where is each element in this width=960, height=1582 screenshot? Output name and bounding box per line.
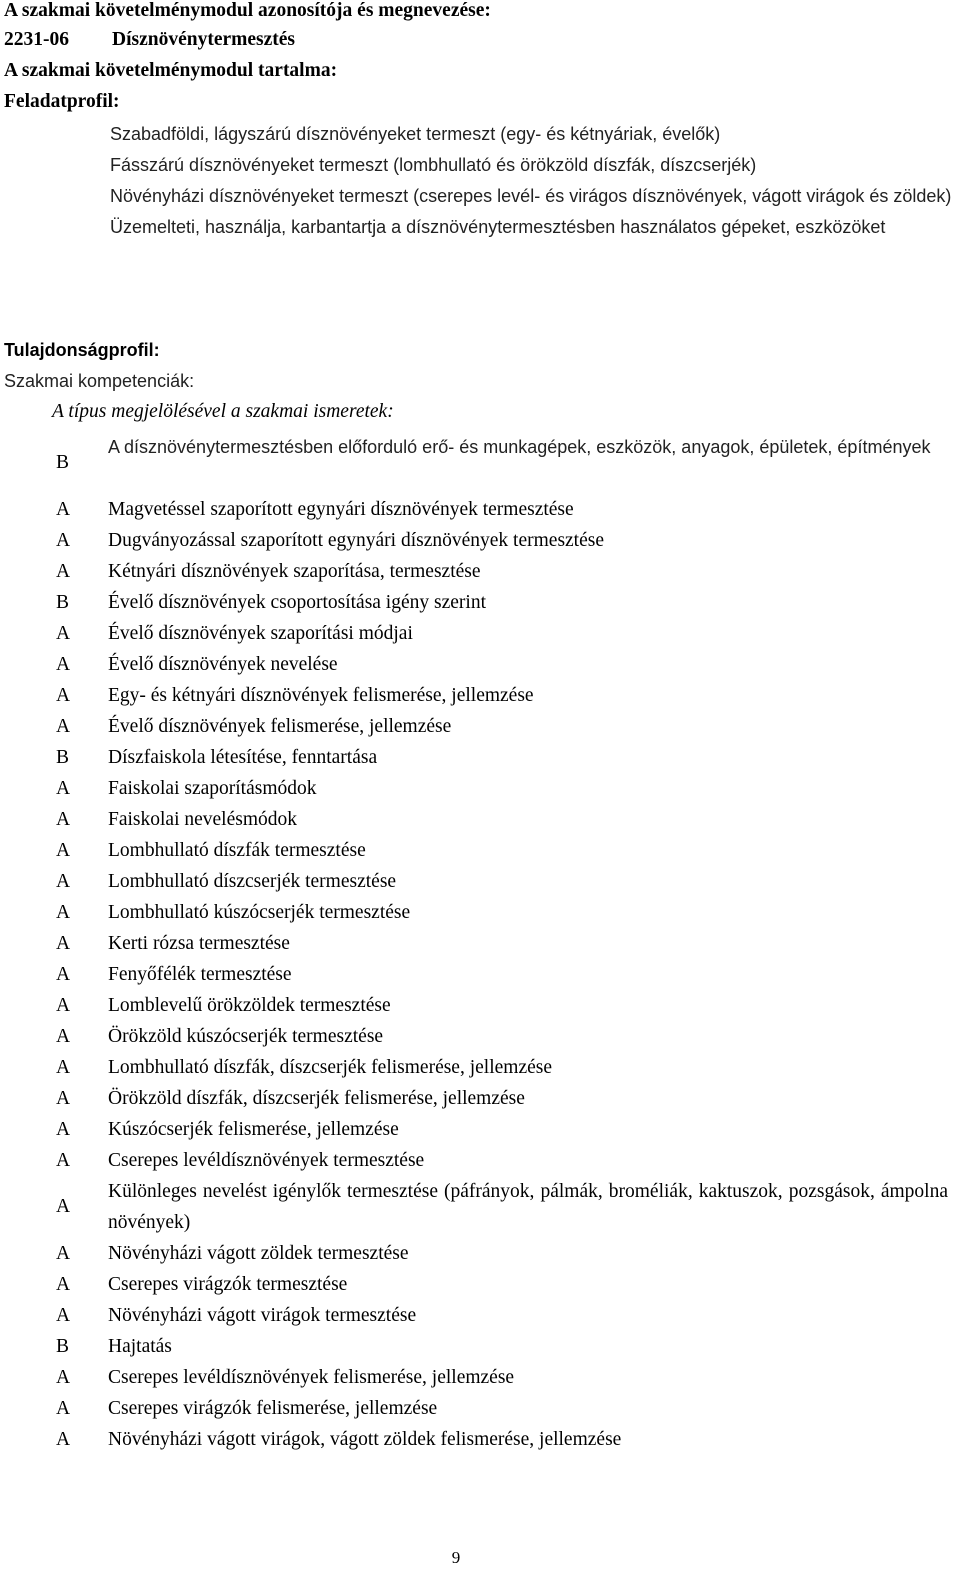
- competency-row: [0, 773, 960, 804]
- competency-text: Lombhullató kúszócserjék termesztése: [108, 902, 411, 923]
- competency-row: [0, 804, 960, 835]
- module-id-heading: A szakmai követelménymodul azonosítója és megnevezése:: [4, 0, 491, 21]
- competency-text: Örökzöld díszfák, díszcserjék felismerése, jellemzése: [108, 1088, 525, 1109]
- competency-text: Egy- és kétnyári dísznövények felismerése, jellemzése: [108, 685, 534, 706]
- competency-type: A: [56, 840, 71, 861]
- competencies-label: Szakmai kompetenciák:: [4, 371, 195, 391]
- competency-type: A: [56, 871, 71, 892]
- competency-text: Évelő dísznövények felismerése, jellemzése: [108, 716, 452, 737]
- competency-row: [0, 587, 960, 618]
- competency-row: [0, 1238, 960, 1269]
- competency-text: Kétnyári dísznövények szaporítása, termesztése: [108, 561, 481, 582]
- task-list: [110, 119, 960, 243]
- module-content-heading: A szakmai követelménymodul tartalma:: [4, 60, 338, 81]
- competency-type: A: [56, 654, 71, 675]
- competency-text: Hajtatás: [108, 1336, 172, 1357]
- competency-row: [0, 959, 960, 990]
- competency-text: Évelő dísznövények csoportosítása igény szerint: [108, 592, 486, 613]
- competency-type: A: [56, 902, 71, 923]
- competency-row: [0, 1021, 960, 1052]
- competency-row: [0, 1362, 960, 1393]
- competency-row: [0, 618, 960, 649]
- competency-type: A: [56, 1367, 71, 1388]
- competency-row: [0, 1145, 960, 1176]
- competency-type: A: [56, 1196, 71, 1217]
- competency-type: A: [56, 1057, 71, 1078]
- property-profile-heading: Tulajdonságprofil:: [4, 340, 160, 360]
- competency-text: Díszfaiskola létesítése, fenntartása: [108, 747, 378, 768]
- competency-type: B: [56, 1336, 70, 1357]
- competency-type: A: [56, 530, 71, 551]
- competency-row: [0, 990, 960, 1021]
- competency-type: A: [56, 499, 71, 520]
- task-item: Üzemelteti, használja, karbantartja a dísznövénytermesztésben használatos gépeket, eszközöket: [110, 217, 886, 237]
- competency-type: A: [56, 623, 71, 644]
- competency-text: Lombhullató díszcserjék termesztése: [108, 871, 397, 892]
- competency-text: Cserepes levéldísznövények felismerése, jellemzése: [108, 1367, 515, 1388]
- competency-row: [0, 711, 960, 742]
- competency-text: Dugványozással szaporított egynyári dísznövények termesztése: [108, 530, 605, 551]
- competency-type: A: [56, 1026, 71, 1047]
- competency-row: [0, 1114, 960, 1145]
- competency-text: Fenyőfélék termesztése: [108, 964, 292, 985]
- competency-text: Kerti rózsa termesztése: [108, 933, 290, 954]
- competency-type: A: [56, 964, 71, 985]
- competency-text: Évelő dísznövények szaporítási módjai: [108, 623, 413, 644]
- competency-text: Növényházi vágott virágok termesztése: [108, 1305, 417, 1326]
- competency-row: [0, 556, 960, 587]
- competency-type: A: [56, 1274, 71, 1295]
- task-item: Szabadföldi, lágyszárú dísznövényeket termeszt (egy- és kétnyáriak, évelők): [110, 124, 721, 144]
- competency-type: A: [56, 809, 71, 830]
- competency-type: A: [56, 1088, 71, 1109]
- competency-row: [0, 928, 960, 959]
- competency-text: Növényházi vágott virágok, vágott zöldek felismerése, jellemzése: [108, 1429, 622, 1450]
- competency-text: Cserepes levéldísznövények termesztése: [108, 1150, 425, 1171]
- competency-type: A: [56, 685, 71, 706]
- competency-row: [0, 494, 960, 525]
- competency-row: [0, 1052, 960, 1083]
- competency-type: A: [56, 1243, 71, 1264]
- competency-text: Növényházi vágott zöldek termesztése: [108, 1243, 409, 1264]
- competency-row: [0, 835, 960, 866]
- competency-row: [0, 525, 960, 556]
- competency-text: Cserepes virágzók termesztése: [108, 1274, 348, 1295]
- competency-row: [0, 1269, 960, 1300]
- type-knowledge-heading: A típus megjelölésével a szakmai ismeretek:: [52, 401, 394, 422]
- competency-text: Faiskolai nevelésmódok: [108, 809, 298, 830]
- competency-text: Lombhullató díszfák, díszcserjék felismerése, jellemzése: [108, 1057, 552, 1078]
- module-name: Dísznövénytermesztés: [112, 29, 296, 50]
- competency-text: A dísznövénytermesztésben előforduló erő- és munkagépek, eszközök, anyagok, épületek, építmények: [108, 437, 931, 457]
- competency-list: [0, 432, 960, 1455]
- page-number: 9: [451, 1548, 461, 1567]
- competency-text: Lombhullató díszfák termesztése: [108, 840, 366, 861]
- competency-type: A: [56, 1119, 71, 1140]
- competency-type: A: [56, 716, 71, 737]
- competency-type: A: [56, 1305, 71, 1326]
- competency-row: [0, 680, 960, 711]
- task-profile-heading: Feladatprofil:: [4, 91, 120, 112]
- competency-type: A: [56, 933, 71, 954]
- competency-text: Faiskolai szaporításmódok: [108, 778, 317, 799]
- module-code-name: [4, 29, 295, 51]
- competency-row: [0, 432, 960, 494]
- competency-type: A: [56, 1398, 71, 1419]
- competency-text: Kúszócserjék felismerése, jellemzése: [108, 1119, 399, 1140]
- competency-row: [0, 1176, 960, 1238]
- competency-row: [0, 742, 960, 773]
- competency-text: Lomblevelű örökzöldek termesztése: [108, 995, 391, 1016]
- module-code: 2231-06: [4, 29, 69, 50]
- competency-row: [0, 649, 960, 680]
- competency-type: A: [56, 561, 71, 582]
- competency-row: [0, 1300, 960, 1331]
- competency-row: [0, 1083, 960, 1114]
- competency-type: B: [56, 592, 70, 613]
- task-item: Növényházi dísznövényeket termeszt (cserepes levél- és virágos dísznövények, vágott virágok és zöldek): [110, 186, 952, 206]
- competency-type: B: [56, 452, 70, 473]
- competency-row: [0, 1424, 960, 1455]
- competency-type: B: [56, 747, 70, 768]
- competency-text: Magvetéssel szaporított egynyári dísznövények termesztése: [108, 499, 574, 520]
- competency-text: Cserepes virágzók felismerése, jellemzése: [108, 1398, 438, 1419]
- competency-row: [0, 897, 960, 928]
- competency-row: [0, 1331, 960, 1362]
- competency-text: Évelő dísznövények nevelése: [108, 654, 338, 675]
- task-item: Fásszárú dísznövényeket termeszt (lombhullató és örökzöld díszfák, díszcserjék): [110, 155, 757, 175]
- competency-row: [0, 1393, 960, 1424]
- competency-type: A: [56, 1429, 71, 1450]
- competency-type: A: [56, 1150, 71, 1171]
- competency-type: A: [56, 995, 71, 1016]
- competency-type: A: [56, 778, 71, 799]
- competency-text: Különleges nevelést igénylők termesztése (páfrányok, pálmák, broméliák, kaktuszok, pozsgások, ámpolna növények): [108, 1181, 948, 1233]
- competency-row: [0, 866, 960, 897]
- competency-text: Örökzöld kúszócserjék termesztése: [108, 1026, 384, 1047]
